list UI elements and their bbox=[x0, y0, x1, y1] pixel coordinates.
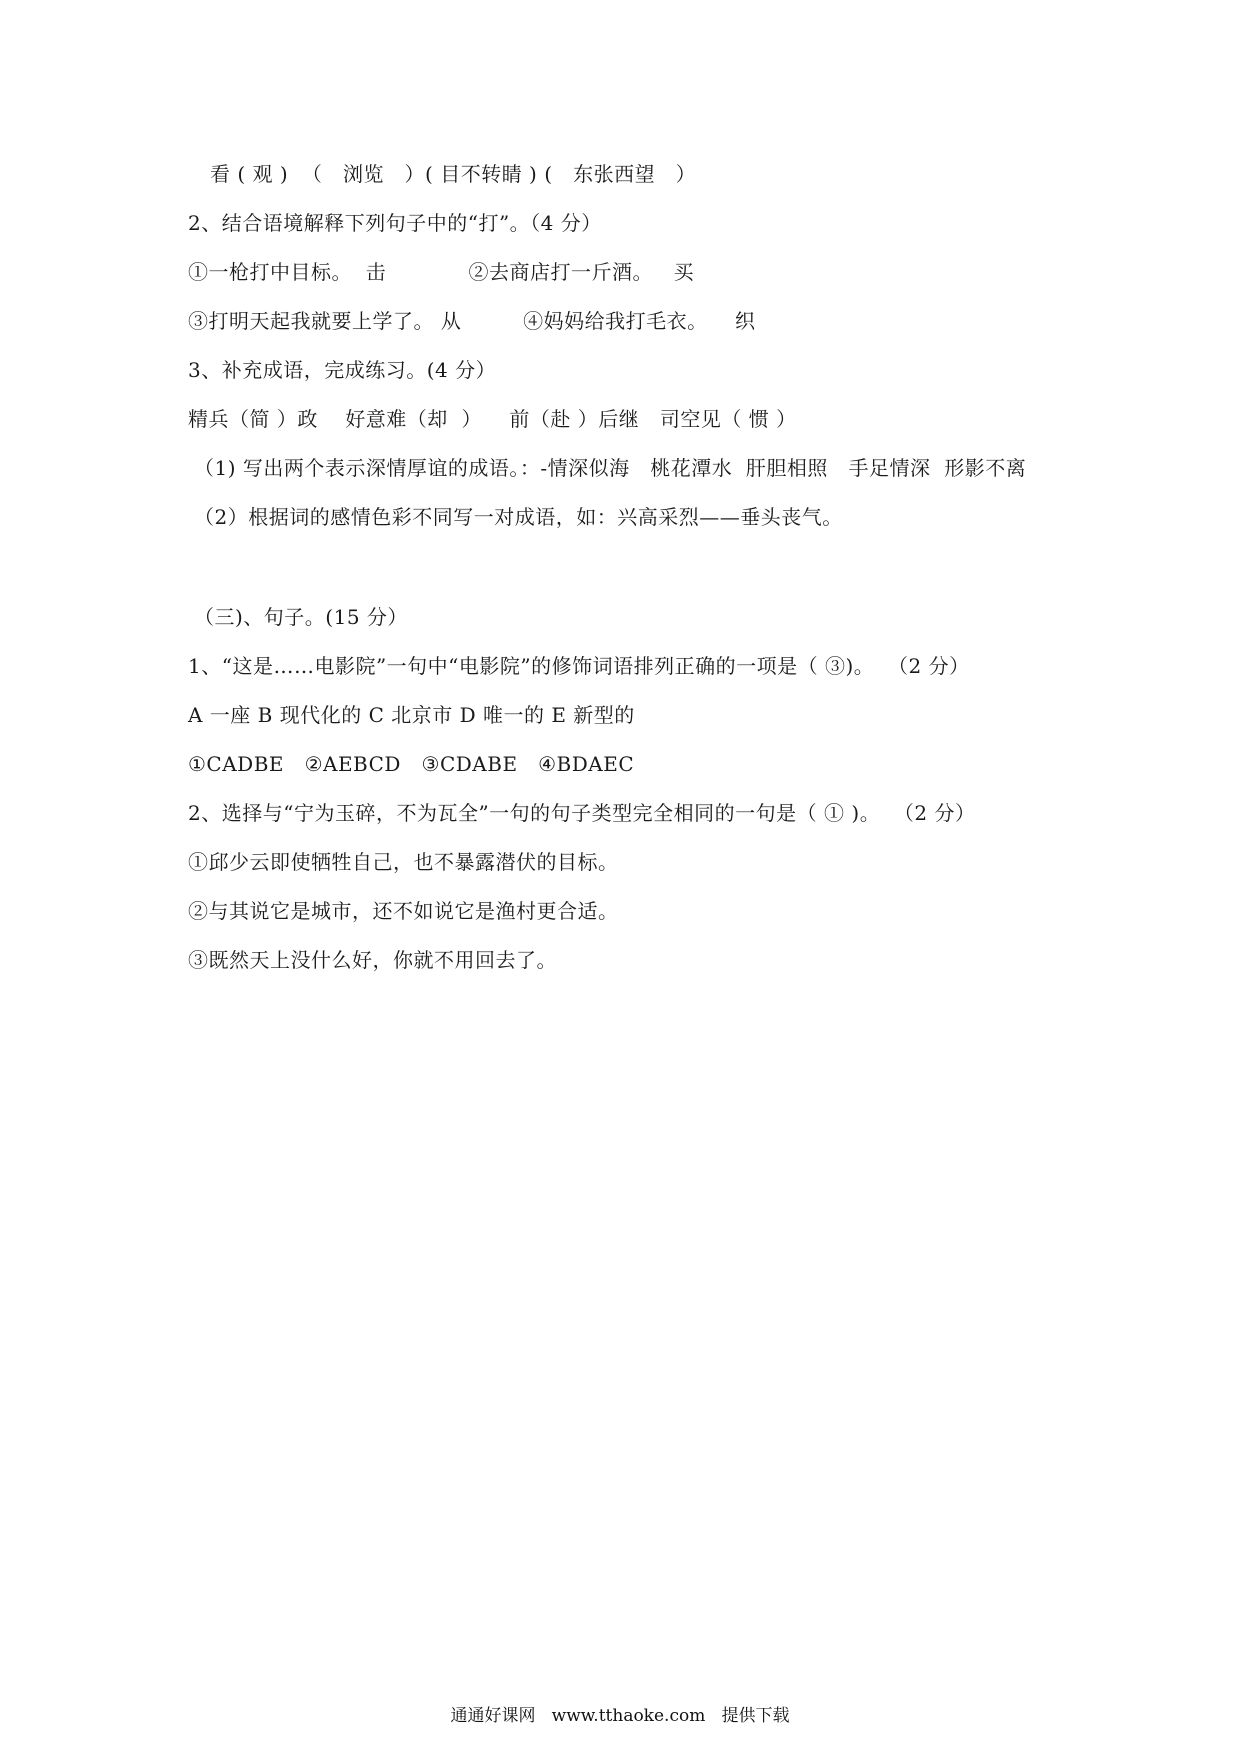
sentence-question-1: 1、“这是……电影院”一句中“电影院”的修饰词语排列正确的一项是（ ③)。 （2 分） bbox=[188, 654, 970, 678]
sentence-question-1-modifiers: A 一座 B 现代化的 C 北京市 D 唯一的 E 新型的 bbox=[188, 703, 635, 727]
page-footer: 通通好课网 www.tthaoke.com 提供下载 bbox=[450, 1706, 790, 1726]
section-3-heading: （三)、句子。(15 分） bbox=[194, 605, 408, 629]
sentence-question-2-option-3: ③既然天上没什么好，你就不用回去了。 bbox=[188, 948, 557, 972]
sentence-question-2-option-1: ①邱少云即使牺牲自己，也不暴露潜伏的目标。 bbox=[188, 850, 619, 874]
question-2-heading: 2、结合语境解释下列句子中的“打”。（4 分） bbox=[188, 211, 602, 235]
idiom-fill-row: 精兵（简 ）政 好意难（却 ） 前（赴 ）后继 司空见（ 惯 ） bbox=[188, 407, 797, 431]
question-2-row-2: ③打明天起我就要上学了。 从 ④妈妈给我打毛衣。 织 bbox=[188, 309, 756, 333]
question-2-row-1: ①一枪打中目标。 击 ②去商店打一斤酒。 买 bbox=[188, 260, 695, 284]
question-3-part-1: （1) 写出两个表示深情厚谊的成语。：-情深似海 桃花潭水 肝胆相照 手足情深 形影不离 bbox=[194, 456, 1027, 480]
text-line-words-options: 看 ( 观 ) （ 浏览 ）( 目不转睛 ) ( 东张西望 ） bbox=[210, 162, 697, 186]
question-3-heading: 3、补充成语，完成练习。(4 分） bbox=[188, 358, 497, 382]
sentence-question-2-option-2: ②与其说它是城市，还不如说它是渔村更合适。 bbox=[188, 899, 619, 923]
sentence-question-1-choices: ①CADBE ②AEBCD ③CDABE ④BDAEC bbox=[188, 752, 635, 776]
sentence-question-2: 2、选择与“宁为玉碎，不为瓦全”一句的句子类型完全相同的一句是（ ① )。 （2 分） bbox=[188, 801, 976, 825]
question-3-part-2: （2）根据词的感情色彩不同写一对成语，如：兴高采烈——垂头丧气。 bbox=[194, 505, 843, 529]
